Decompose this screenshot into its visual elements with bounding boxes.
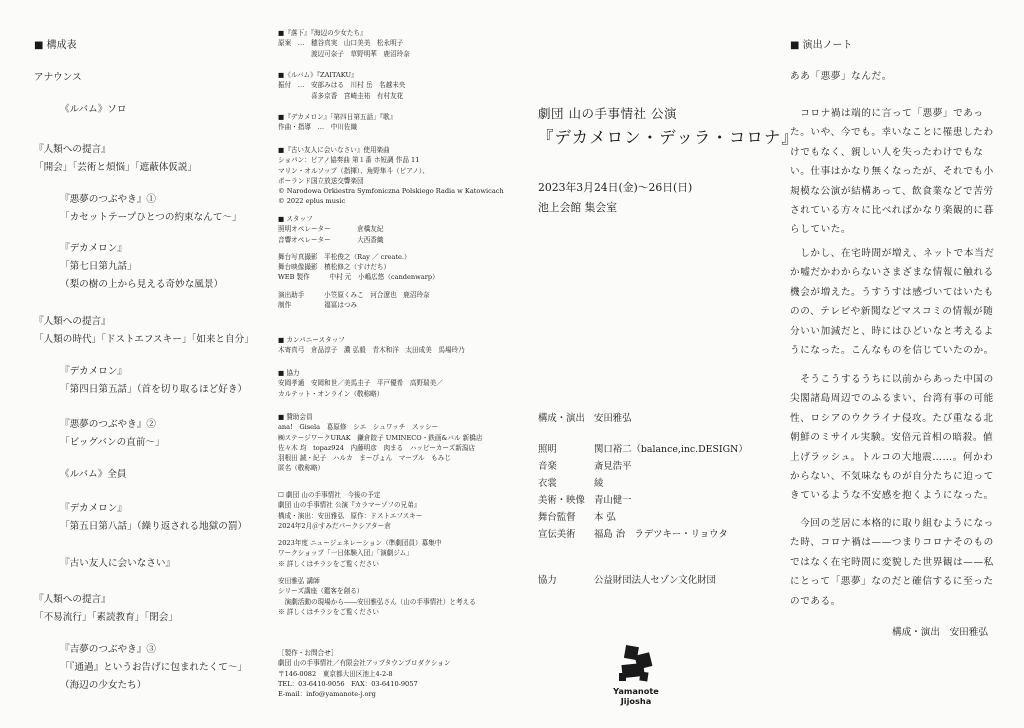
program-item: 『悪夢のつぶやき』② (60, 419, 156, 430)
program-item: 「開会」「芸術と煩悩」「遮蔽体仮説」 (34, 162, 198, 173)
performance-venue: 池上会館 集会室 (538, 201, 618, 214)
staff-section (278, 648, 450, 699)
staff-line: ■ 協力 (278, 369, 300, 377)
staff-line: WEB 製作 中村 元 小嶋広悠（candenwarp） (278, 273, 439, 282)
staff-line: 喜多京香 宮崎圭祐 有村友花 (278, 91, 404, 100)
credit-role: 照明 (538, 444, 557, 455)
staff-line: 2024年2月＠すみだパークシアター倉 (278, 521, 391, 530)
staff-section (278, 145, 504, 207)
credit-name: 綾 (594, 478, 604, 489)
staff-line: カルテット・オンライン（敬称略） (278, 389, 384, 398)
credit-role: 宣伝美術 (538, 529, 576, 540)
staff-line: 羽根田 誠・紀子 ハルカ まーぴょん マーブル もみじ (278, 454, 451, 463)
staff-line: 渡辺可奈子 草野明華 鹿沼玲奈 (278, 49, 410, 58)
staff-line: © Narodowa Orkiestra Symfoniczna Polskiego Radia w Katowicach (278, 187, 504, 196)
program-item: 「第七日第九話」 (60, 261, 137, 272)
credit-role: 美術・映像 (538, 495, 585, 506)
staff-line: ■《ルバム》『ZAITAKU』 (278, 71, 358, 79)
staff-line: ■ 贊助会員 (278, 413, 313, 421)
staff-line: 佐々木 均 topaz924 内藤明彦 肉まる ハッピーカーズ新潟店 (278, 443, 476, 452)
credit-role: 舞台監督 (538, 512, 576, 523)
program-item: 『悪夢のつぶやき』① (60, 194, 156, 205)
credit-name: 福島 治 ラデツキー・リョウタ (594, 529, 728, 540)
staff-section (278, 412, 482, 474)
performance-dates: 2023年3月24日(金)〜26日(日) (538, 181, 693, 194)
staff-line: ポーランド国立放送交響楽団 (278, 176, 364, 185)
staff-section (278, 112, 396, 133)
program-item: 『デカメロン』 (60, 503, 127, 514)
staff-line: 舞台映像撮影 槙松修之（すけだち） (278, 263, 391, 272)
staff-line: 匿名（敬称略） (278, 464, 325, 473)
credit-role: 構成・演出 (538, 413, 585, 424)
staff-line: ana! Gisela 葛原修 シエ シュワッチ スッシー (278, 423, 439, 432)
program-item: 『吉夢のつぶやき』③ (60, 644, 156, 655)
program-item: 『古い友人に会いなさい』 (60, 558, 176, 569)
staff-line: 劇団 山の手事情社 公演『カラマーゾフの兄弟』 (278, 501, 421, 510)
program-item: 『デカメロン』 (60, 366, 127, 377)
staff-section (278, 335, 465, 356)
program-item: アナウンス (34, 72, 82, 83)
staff-line: ■『デカメロン』「第四日第五話」『歌』 (278, 113, 397, 121)
staff-line: ㈱ステージワークURAK 鎌倉餃子 UMINECO・鉄画&バル 新橋店 (278, 433, 483, 442)
program-item: 『人類への提言』 (34, 594, 111, 605)
organizer: 劇団 山の手事情社 公演 (538, 106, 677, 121)
staff-line: 劇団 山の手事情社／有限会社アップタウンプロダクション (278, 659, 451, 668)
staff-line: ■ カンパニースタッフ (278, 336, 345, 344)
program-item: （海辺の少女たち） (60, 680, 147, 691)
credit-name: 青山健一 (594, 495, 632, 506)
staff-line: マリン・オルソップ（指揮）、角野隼斗（ピアノ）、 (278, 166, 429, 175)
program-item: 《ルバム》全員 (60, 469, 127, 480)
program-item: 「不易流行」「素読教育」「閉会」 (34, 612, 178, 623)
composition-heading: ■ 構成表 (34, 40, 77, 51)
program-item: 《ルバム》ソロ (60, 104, 127, 115)
company-logo (612, 642, 660, 708)
staff-line: 構成・演出：安田雅弘 原作：ドストエフスキー (278, 511, 423, 520)
credit-name: 安田雅弘 (594, 413, 632, 424)
program-item: 「カセットテープひとつの約束なんて〜」 (60, 212, 242, 223)
program-item: 「人類の時代」「ドストエフスキー」「如来と自分」 (34, 334, 254, 345)
staff-line: ■ スタッフ (278, 215, 313, 223)
staff-line: 制作 福冨はつみ (278, 301, 358, 310)
staff-line: 舞台写真撮影 平松俊之（Ray ／ create.） (278, 252, 411, 261)
program-item: 『人類への提言』 (34, 316, 111, 327)
program-item: （梨の樹の上から見える奇妙な風景） (60, 279, 224, 290)
program-item: 「第五日第八話」（繰り返される地獄の罰） (60, 521, 248, 532)
staff-line (278, 531, 476, 538)
staff-section (278, 490, 476, 617)
staff-line: 作曲・指導 … 中川佐織 (278, 123, 358, 132)
staff-line: 演出助手 小笠原くみこ 河合遼也 鹿沼玲奈 (278, 290, 430, 299)
note-paragraph: ああ「悪夢」なんだ。 (790, 71, 892, 82)
credit-role: 協力 (538, 575, 557, 586)
credit-role: 音楽 (538, 461, 557, 472)
staff-section (278, 70, 405, 101)
staff-line: シリーズ講座（鑑客を創る） (278, 587, 364, 596)
program-item: 「第四日第五話」（首を切り取るほど好き） (60, 384, 248, 395)
staff-line: 演劇活動の現場から――安田雅弘さん（山の手事情社）と考える (278, 597, 476, 606)
staff-section (278, 214, 439, 310)
staff-line: ※ 詳しくはチラシをご覧ください (278, 607, 380, 616)
program-item: 「ビッグバンの直前〜」 (60, 437, 165, 448)
staff-line (278, 283, 439, 290)
staff-line: E-mail：info@yamanote-j.org (278, 690, 376, 699)
staff-line: 照明オペレーター 倉橋友紀 (278, 225, 384, 234)
staff-line: ［製作・お問合せ］ (278, 649, 338, 657)
staff-line: ☐ 劇団 山の手事情社 今後の予定 (278, 491, 381, 499)
staff-line: ■『古い友人に会いなさい』使用楽曲 (278, 146, 390, 154)
performance-title: 『デカメロン・デッラ・コロナ』 (537, 128, 799, 147)
staff-line: ワークショップ「一日体験入団」「演劇ジム」 (278, 549, 413, 558)
credit-name: 関口裕二（balance,inc.DESIGN） (594, 444, 748, 455)
notes-signature: 構成・演出 安田雅弘 (892, 627, 988, 638)
program-item: 『人類への提言』 (34, 144, 111, 155)
staff-line: 安田雅弘 講師 (278, 577, 320, 586)
credit-name: 斎見浩平 (594, 461, 632, 472)
staff-section (278, 368, 443, 399)
program-item: 「『通過』というお告げに包まれたくて〜」 (60, 662, 248, 673)
note-paragraph: 今回の芝居に本格的に取り組むようになった時、コロナ禍は——つまりコロナそのものではなく在宅時間に変貌した世界観は——私にとって「悪夢」なのだと確信するに至ったのである。 (790, 518, 994, 607)
note-paragraph: そうこうするうちに以前からあった中国の尖閣諸島周辺でのふるまい、台湾有事の可能性、ロシアのウクライナ侵攻。たび重なる北朝鮮のミサイル実験。安倍元首相の暗殺。値上げラッシュ。トルコの大地震……。何かわからない、不気味なものが自分たちに迫ってきているような不安感を抱くようになった。 (790, 374, 994, 502)
credit-name: 本 弘 (594, 512, 616, 523)
credit-role: 衣裳 (538, 478, 557, 489)
program-item: 『デカメロン』 (60, 243, 127, 254)
staff-line: ※ 詳しくはチラシをご覧ください (278, 559, 380, 568)
staff-line: 安岡孝通 安岡和世／美馬圭子 平戸優希 高野瑞美／ (278, 379, 443, 388)
staff-line (278, 245, 439, 252)
staff-line: 振付 … 安部みはる 川村 岳 名越未央 (278, 81, 406, 90)
logo-wordmark: Yamanote Jijosha (613, 686, 659, 706)
credit-name: 公益財団法人セゾン文化財団 (594, 575, 716, 586)
staff-line: 2023年度 ニュージェネレーション（準劇団員）募集中 (278, 539, 442, 548)
staff-section (278, 28, 410, 59)
staff-line: © 2022 eplus music (278, 197, 346, 206)
note-paragraph: しかし、在宅時間が増え、ネットで本当だか嘘だかわからないさまざまな情報に触れる機会が増えた。うすうすは感づいてはいたものの、テレビや新聞などマスコミの情報が随分いい加減だと、時にはひどいなと考えるようになった。こんなものを信じていたのか。 (790, 248, 995, 357)
staff-line: 〒146-0082 東京都大田区池上4-2-8 (278, 669, 393, 678)
staff-line: ショパン：ピアノ協奏曲 第１番 ホ短調 作品 11 (278, 156, 420, 165)
notes-heading: ■ 演出ノート (790, 40, 853, 51)
staff-line: 原案 … 穂谷真実 山口美美 松永明子 (278, 39, 404, 48)
staff-line: TEL：03-6410-9056 FAX：03-6410-9057 (278, 679, 418, 688)
staff-line: 音響オペレーター 大西香織 (278, 235, 384, 244)
staff-line: 木寄真弓 倉品淳子 濃 弘毅 青木和洋 太田成美 馬場玲乃 (278, 346, 465, 355)
staff-line (278, 569, 476, 576)
note-paragraph: コロナ禍は端的に言って「悪夢」であった。いや、今でも。幸いなことに罹患したわけでもなく、親しい人を失ったわけでもない。仕事はかなり無くなったが、それでも小規模な公演が結構あって、飲食業などで苦労されている方々に比べればかなり楽観的に暮らしていた。 (790, 108, 994, 236)
staff-line: ■『落下』『海辺の少女たち』 (278, 29, 367, 37)
